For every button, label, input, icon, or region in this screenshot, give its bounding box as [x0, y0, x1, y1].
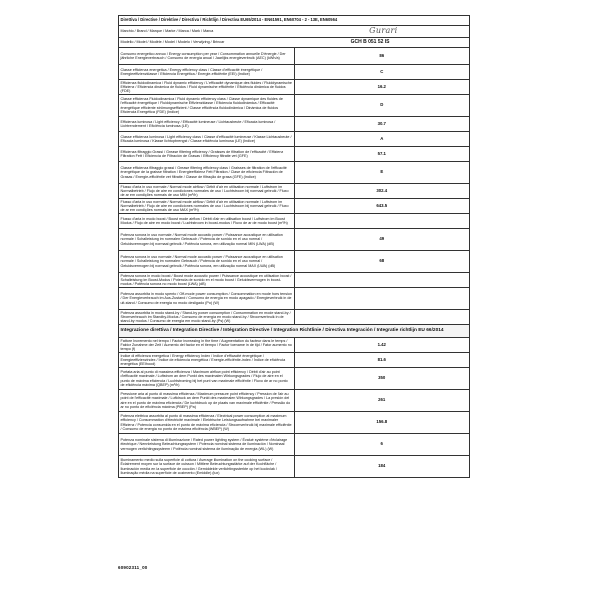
spec-label: Flusso d'aria in modo boost / Boost mode airflow / Débit d'air en utilisation boost / Luftstrom im Boost Modus / Flujo de aire en modo boost / Luchtstroom in boost-modus / Fluxo de ar de modo boost (m³/h)	[119, 214, 295, 229]
spec-label: Potenza assorbita in modo stand-by / Stand-by power consumption / Consommation en mode stand-by / Stromverbrauch im Standby-Modus / Consumo de energía en modo stand-by / Stroomverbruik in de stand-by modus / Consumo de energia em modo stand-by (Ps) (W)	[119, 310, 295, 325]
spec-row	[119, 434, 470, 456]
brand-label: Marchio / Brand / Marque / Marke / Marca / Mark / Marca	[120, 29, 214, 34]
directive-header-row	[119, 16, 470, 26]
spec-row	[119, 117, 470, 132]
spec-row	[119, 368, 470, 390]
spec-label: Indice di efficienza energetica / Energy efficiency Index / Indice d'efficacité énergétique / Energieeffizienzindex / Índice de eficiencia energética / Energie-efficiëntie-index / Índice de eficiência energética (EEIhood)	[119, 353, 295, 368]
spec-label: Classe efficienza energetica / Energy efficiency class / Classe d'efficacité énergétique / Energieeffizienzklasse / Eficiencia Energética / Energie-efficiëntie (EEI) (Indice)	[119, 65, 295, 80]
spec-row	[119, 251, 470, 273]
spec-row	[119, 412, 470, 434]
spec-label: Potenza elettrica assorbita al punto di massima efficienza / Electrical power consumption at maximum efficiency / Consommation d'électricité maximale / Elektrische Leistungsaufnahme bei maximaler Effizienz / Potencia consumida en el punto de máxima eficiencia / Stroomverbruik bij maximale efficiëntie / Consumo de energia no ponto de máxima eficiência (WBEP) (W)	[119, 412, 295, 434]
spec-value: 643.5	[294, 199, 470, 214]
spec-label: Classe efficienza luminosa / Light efficiency class / Classe d'efficacité lumineuse / Klasse Lichtausbeute / Eficacia luminosa / Klasse lichtopbrengst / Classe eficiência luminosa (LE) (Indice)	[119, 132, 295, 147]
spec-label: Consumo energetico annuo / Energy consumption per year / Consommation annuelle D'énergie / Der jährliche Energieverbrauch / Consumo de energía anual / Jaarlijks energieverbruik (AEC) (kWh/a)	[119, 48, 295, 65]
spec-value: 81.6	[294, 353, 470, 368]
spec-value: 86	[294, 48, 470, 65]
spec-row	[119, 288, 470, 310]
spec-row	[119, 214, 470, 229]
spec-label: Potenza assorbita in modo spento / Off-mode power consumption / Consommation en mode hors tension / Der Energieverbrauch im Aus-Zustand / Consumo de energía en modo apagado / Energieverbruik in de uit-stand / Consumo de energia no modo desligado (Po) (W)	[119, 288, 295, 310]
spec-value: A	[294, 132, 470, 147]
spec-row	[119, 273, 470, 288]
spec-row	[119, 184, 470, 199]
spec-row	[119, 353, 470, 368]
spec-value: D	[294, 95, 470, 117]
spec-value	[294, 273, 470, 288]
directive-header: Direttiva / Directive / Direktive / Directiva / Richtlijn / Directiva EU65/2014 - EN61591, EN60704 - 2 - 13E, EN60564	[119, 16, 470, 26]
spec-row	[119, 199, 470, 214]
spec-label: Fattore Incremento nel tempo / Factor increasing in the time / Augmentation du facteur dans le temps / Faktor Zunahme der Zeit / Aumento del factor en el tiempo / Factor toename in de tijd / Fator aumento no tempo (f)	[119, 338, 295, 353]
spec-row	[119, 390, 470, 412]
spec-value: 57.1	[294, 147, 470, 162]
spec-value: 184	[294, 456, 470, 478]
spec-row	[119, 95, 470, 117]
spec-row	[119, 456, 470, 478]
spec-value	[294, 214, 470, 229]
document-code: 60902311_00	[118, 565, 148, 570]
spec-label: Efficienza luminosa / Light efficiency / Efficacité lumineuse / Lichtausbeute / Eficacia luminosa / Lichtrendement / Eficiência luminosa (LE)	[119, 117, 295, 132]
spec-value: C	[294, 65, 470, 80]
spec-label: Potenza sonora in uso normale / Normal mode acoustic power / Puissance acoustique en utilisation normale / Schalleistung im normalen Gebrauch / Potencia de sonido en el uso normal / Geluidsvermogen bij normaal gebruik / Potência sonora, em utilização normal MAX (LWA) (dB)	[119, 251, 295, 273]
spec-value: 49	[294, 229, 470, 251]
spec-row	[119, 229, 470, 251]
spec-label: Flusso d'aria in uso normale / Normal mode airflow / Débit d'air en utilisation normale / Luftstrom im Normalbetrieb / Flujo de aire en condiciones normales de uso / Luchtstroom bij normaal gebruik / Fluxo de ar em condições normais de uso MAX (m³/h)	[119, 199, 295, 214]
spec-label: Pressione aria al punto di massima efficienza / Maximum pressure point efficiency / Pression de l'air au point de l'efficacité maximale / Luftdruck an dem Punkt des maximalen Wirkungsgrades / La presión del aire en el punto de máxima eficiencia / De luchtdruck op de plaats van maximale efficiëntie / Pressão do ar no ponto de eficiência máxima (PBEP) (Pa)	[119, 390, 295, 412]
model-label: Modello / Model / Modèle / Model / Modelo / Verwijzing / Brincar	[120, 40, 225, 45]
model-row	[119, 38, 470, 48]
spec-label: Potenza sonora in modo boost / Boost mode acoustic power / Puissance acoustique en utilisation boost / Schalleistung im Boost-Modus / Potencia de sonido en el modo boost / Geluidsvermogen in boost-modus / Potência sonora no modo boost (LWA) (dB)	[119, 273, 295, 288]
spec-label: Classe efficienza Fluidodinamica / Fluid dynamic efficiency class / Classe dynamique des fluides de l'efficacité énergétique / Fluiddynamische Effizienzklasse / Eficiencia fluidodinámica / Efficacité énergétique efficiente strömungseffizient / Classe efficiência fluidodinâmica / Dinámica de fluidos Eficiencia Energética (FDE) (Indice)	[119, 95, 295, 117]
spec-row	[119, 48, 470, 65]
spec-value: 1.42	[294, 338, 470, 353]
integration-directive-header: Integrazione direttiva / Integration Directive / Intégration Directive / Integration Richtlinie / Directiva Integración / Integratie richtlijn EU 66/2014	[119, 325, 470, 338]
spec-value: 30.7	[294, 117, 470, 132]
spec-label: Portata aria al punto di massima efficienza / Maximum airflow point efficiency / Débit d'air au point d'efficacité maximale / Luftstrom an dem Punkt des maximalen Wirkungsgrades / Flujo de aire en el punto de máxima eficiencia / Luchtstroming bij het punt van maximale efficiëntie / Fluxo de ar no ponto de eficiência máxima (QBEP) (m³/h)	[119, 368, 295, 390]
spec-label: Flusso d'aria in uso normale / Normal mode airflow / Débit d'air en utilisation normale / Luftstrom im Normalbetrieb / Flujo de aire en condiciones normales de uso / Luchtstroom bij normaal gebruik / Fluxo de ar em condições normais de uso MIN (m³/h)	[119, 184, 295, 199]
spec-value	[294, 288, 470, 310]
spec-label: Classe efficienza filtraggio grassi / Grease filtering efficiency class / Graisses de filtration de l'efficacité énergétique de la graisse filtration / Energieeffizienz Fett Filtration / Clase de eficiencia Filtración de Grasas / Energie-efficiëntie vet filtratie / Classe de filtração de grasa (GFE) (Indice)	[119, 162, 295, 184]
spec-value	[294, 310, 470, 325]
spec-value: 302.4	[294, 184, 470, 199]
spec-label: Efficienza fluidodinamica / Fluid dynamic efficiency / L'efficacité dynamique des fluides / Fluiddynamische Effizienz / Eficiencia dinámica de fluidos / Fluid dynamische efficiëntie / Eficiência dinâmica de fluidos (FDE)	[119, 80, 295, 95]
spec-row	[119, 80, 470, 95]
spec-row	[119, 338, 470, 353]
spec-value: 156.8	[294, 412, 470, 434]
spec-value: 68	[294, 251, 470, 273]
energy-label-sheet	[118, 15, 470, 478]
spec-label: Illuminamento medio sulla superficie di cottura / Average illumination on the cooking surface / Éclairement moyen sur la surface de cuisson / Mittlere Beleuchtungsstärke auf der Kochfläche / Iluminación media en la superficie de cocción / Gemiddelde verlichtingssterkte op het kookvlak / Iluminação média na superfície de cozimento (Emiddle) (lux)	[119, 456, 295, 478]
model-code: GCH B 051 52 IS	[350, 39, 390, 46]
spec-row	[119, 132, 470, 147]
brand-logo: Gurari	[369, 26, 398, 36]
spec-row	[119, 147, 470, 162]
spec-table	[118, 15, 470, 478]
integration-directive-row	[119, 325, 470, 338]
spec-label: Potenza nominale sistema di illuminazione / Rated power lighting system / Évalué système d'éclairage électrique / Nennleistung Beleuchtungssystem / Potencia nominal sistema de iluminación / Nominaal vermogen verlichtingssysteem / Potência nominal sistema de iluminação de energia (WL) (W)	[119, 434, 295, 456]
spec-value: 16.2	[294, 80, 470, 95]
spec-row	[119, 162, 470, 184]
spec-value: 261	[294, 390, 470, 412]
spec-value: 350	[294, 368, 470, 390]
spec-label: Potenza sonora in uso normale / Normal mode acoustic power / Puissance acoustique en utilisation normale / Schalleistung im normalen Gebrauch / Potencia de sonido en el uso normal / Geluidsvermogen bij normaal gebruik / Potência sonora, em utilização normal MIN (LWA) (dB)	[119, 229, 295, 251]
spec-value: 6	[294, 434, 470, 456]
spec-row	[119, 65, 470, 80]
spec-row	[119, 310, 470, 325]
brand-row	[119, 26, 470, 38]
spec-label: Efficienza filtraggio Grassi / Grease filtering efficiency / Graisses de filtration de l'efficacité / Effizienz Filtration Fett / Eficiencia de Filtración de Grasas / Efficiency filtratie vet (GFE)	[119, 147, 295, 162]
spec-value: E	[294, 162, 470, 184]
